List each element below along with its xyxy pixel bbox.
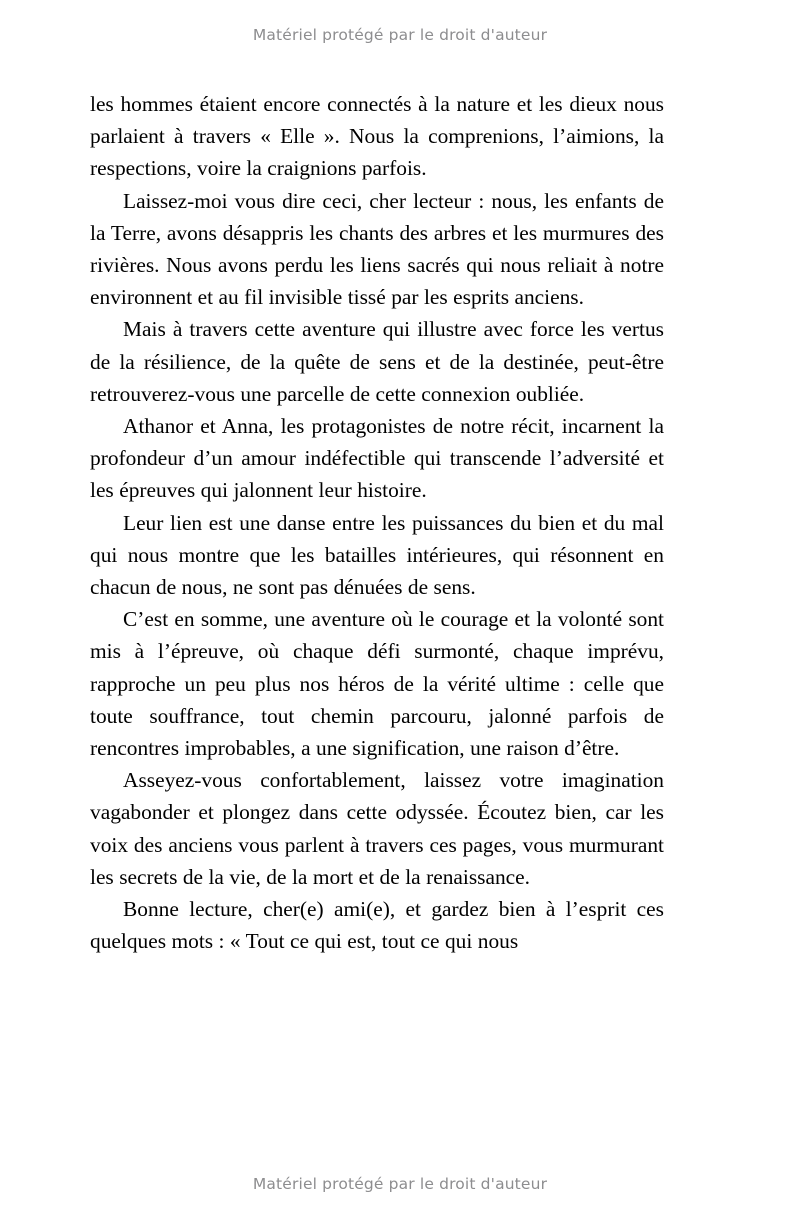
paragraph: C’est en somme, une aventure où le courage et la volonté sont mis à l’épreuve, où chaque défi surmonté, chaque imprévu, rapproche un peu plus nos héros de la vérité ultime : celle que toute souffrance, tout chemin parcouru, jalonné parfois de rencontres improbables, a une signification, une raison d’être. <box>90 607 664 761</box>
copyright-watermark-footer: Matériel protégé par le droit d'auteur <box>252 1175 548 1193</box>
paragraph: Athanor et Anna, les protagonistes de notre récit, incarnent la profondeur d’un amour indéfectible qui transcende l’adversité et les épreuves qui jalonnent leur histoire. <box>90 414 664 503</box>
paragraph-continuation: les hommes étaient encore connectés à la nature et les dieux nous parlaient à travers « Elle ». Nous la comprenions, l’aimions, la respections, voire la craignions parfois. <box>90 92 664 181</box>
paragraph: Laissez-moi vous dire ceci, cher lecteur : nous, les enfants de la Terre, avons désappris les chants des arbres et les murmures des rivières. Nous avons perdu les liens sacrés qui nous reliait à notre environnent et au fil invisible tissé par les esprits anciens. <box>90 188 664 310</box>
paragraph: Asseyez-vous confortablement, laissez votre imagination vagabonder et plongez dans cette odyssée. Écoutez bien, car les voix des anciens vous parlent à travers ces pages, vous murmurant les secrets de la vie, de la mort et de la renaissance. <box>90 768 664 889</box>
paragraph: Mais à travers cette aventure qui illustre avec force les vertus de la résilience, de la quête de sens et de la destinée, peut-être retrouverez-vous une parcelle de cette connexion oubliée. <box>90 317 664 406</box>
paragraph-truncated: Bonne lecture, cher(e) ami(e), et gardez bien à l’esprit ces quelques mots : « Tout ce qui est, tout ce qui nous <box>90 897 664 954</box>
paragraph: Leur lien est une danse entre les puissances du bien et du mal qui nous montre que les batailles intérieures, qui résonnent en chacun de nous, ne sont pas dénuées de sens. <box>90 510 664 600</box>
copyright-watermark-header: Matériel protégé par le droit d'auteur <box>252 26 548 44</box>
body-text-block <box>90 88 664 957</box>
